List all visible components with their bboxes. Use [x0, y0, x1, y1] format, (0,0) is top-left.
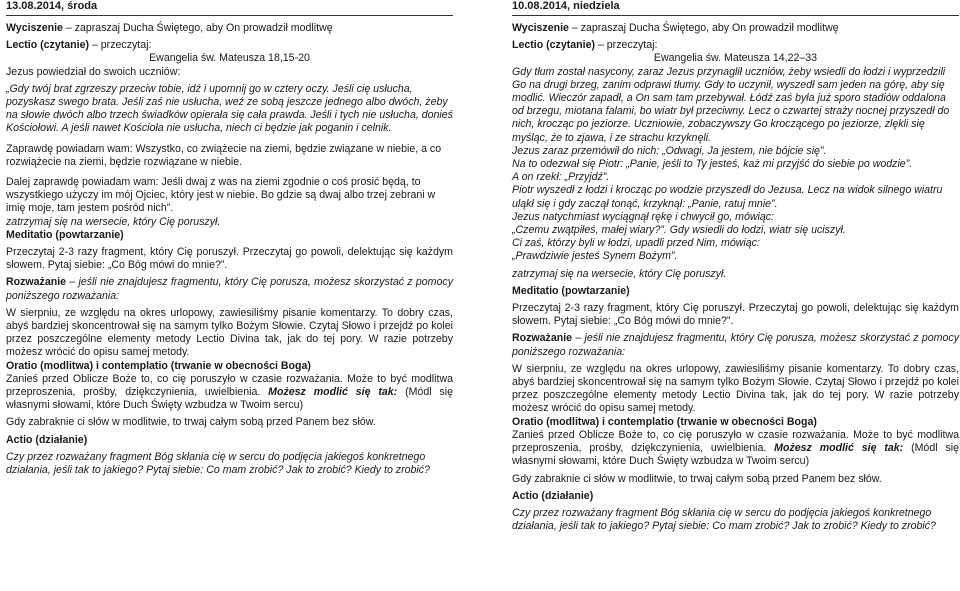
left-invocation-label: Wyciszenie [6, 22, 63, 34]
right-invocation-text: – zapraszaj Ducha Świętego, aby On prowadził modlitwę [568, 22, 839, 34]
right-reflection [512, 332, 959, 358]
right-invocation [512, 22, 959, 35]
right-gospel-line-7: Ci zaś, którzy byli w łodzi, upadli przed Nim, mówiąc: [512, 237, 760, 250]
right-invocation-label: Wyciszenie [512, 22, 569, 34]
right-reflection-label: Rozważanie [512, 332, 573, 345]
right-meditatio-text: Przeczytaj 2-3 razy fragment, który Cię poruszył. Przeczytaj go powoli, delektując się każdym słowem. Pytaj siebie: „Co Bóg mówi do mnie?”. [512, 302, 959, 328]
left-lectio-label: Lectio (czytanie) [6, 39, 90, 52]
right-actio-text: Czy przez rozważany fragment Bóg skłania cię w sercu do podjęcia jakiegoś konkretnego działania, jeśli tak to jakiego? Pytaj siebie: Co mam zrobić? Jak to zrobić? Kiedy to zrobić? [512, 506, 936, 533]
left-lectio-text: – przeczytaj: [89, 39, 152, 52]
left-invocation [6, 22, 453, 35]
right-lectio-label: Lectio (czytanie) [512, 39, 596, 52]
right-column [512, 0, 959, 533]
right-meditatio-label: Meditatio (powtarzanie) [512, 284, 630, 297]
left-gospel-ref: Ewangelia św. Mateusza 18,15-20 [149, 52, 310, 65]
right-gospel-line-3: A on rzekł: „Przyjdź”. [512, 171, 610, 184]
right-lectio [512, 39, 959, 52]
right-gospel-text: Gdy tłum został nasycony, zaraz Jezus przynaglił uczniów, żeby wsiedli do łodzi i wyprzedzili Go na drugi brzeg, zanim odprawi tłumy. Gdy to uczynił, wyszedł sam jeden na górę, aby się modlić. Wieczór zapadł, a On sam tam przebywał. Łódź zaś była już sporo stadiów oddalona od brzegu, miotana falami, bo wiatr był przeciwny. Lecz o czwartej straży nocnej przyszedł do nich, krocząc po jeziorze. Uczniowie, zobaczywszy Go kroczącego po jeziorze, zlękli się myśląc, że to zjawa, i ze strachu krzyknęli. [512, 65, 950, 144]
left-gospel-text: „Gdy twój brat zgrzeszy przeciw tobie, idź i upomnij go w cztery oczy. Jeśli cię usłucha, pozyskasz swego brata. Jeśli zaś nie usłucha, weź ze sobą jeszcze jednego albo dwóch, żeby na słowie dwóch albo trzech świadków opierała się cała prawda. Jeśli i tych nie usłucha, donieś Kościołowi. A jeśli nawet Kościoła nie usłucha, niech ci będzie jak poganin i celnik. [6, 82, 453, 135]
left-reflection [6, 276, 453, 302]
right-oratio-label: Oratio (modlitwa) i contemplatio (trwanie w obecności Boga) [512, 415, 817, 428]
left-meditatio-label: Meditatio (powtarzanie) [6, 228, 124, 241]
left-reflection-label: Rozważanie [6, 276, 67, 289]
right-date: 10.08.2014, niedziela [512, 0, 620, 12]
right-gospel-line-8: „Prawdziwie jesteś Synem Bożym”. [512, 250, 678, 263]
left-actio-label: Actio (działanie) [6, 433, 88, 446]
left-gospel-p3: Dalej zaprawdę powiadam wam: Jeśli dwaj z was na ziemi zgodnie o coś prosić będą, to wszystkiego użyczy im mój Ojciec, który jest w niebie. Bo gdzie są dwaj albo trzej zebrani w imię moje, tam jestem pośród nich”. [6, 176, 436, 215]
left-meditatio-text: Przeczytaj 2-3 razy fragment, który Cię poruszył. Przeczytaj go powoli, delektując się każdym słowem. Pytaj siebie: „Co Bóg mówi do mnie?”. [6, 246, 453, 272]
left-gospel-intro: Jezus powiedział do swoich uczniów: [6, 65, 181, 78]
left-actio-text: Czy przez rozważany fragment Bóg skłania cię w sercu do podjęcia jakiegoś konkretnego działania, jeśli tak to jakiego? Pytaj siebie: Co mam zrobić? Jak to zrobić? Kiedy to zrobić? [6, 450, 430, 477]
left-contemplatio-text: Gdy zabraknie ci słów w modlitwie, to trwaj całym sobą przed Panem bez słów. [6, 416, 376, 429]
right-contemplatio-text: Gdy zabraknie ci słów w modlitwie, to trwaj całym sobą przed Panem bez słów. [512, 472, 882, 485]
right-oratio-text-1: Zanieś przed Oblicze Boże to, co cię poruszyło w czasie rozważania. Może to być modlitwa przeproszenia, prośby, dziękczynienia, uwielbienia. [512, 428, 959, 455]
right-reflection-text: – jeśli nie znajdujesz fragmentu, który Cię porusza, możesz skorzystać z pomocy poniższego rozważania: [512, 332, 959, 358]
left-oratio-text [6, 373, 453, 413]
left-oratio-text-2: (Módl się własnymi słowami, które Duch Święty wzbudza w Twoim sercu) [6, 386, 453, 412]
right-gospel-line-1: Jezus zaraz przemówił do nich: „Odwagi, Ja jestem, nie bójcie się”. [512, 144, 827, 157]
right-oratio-emph: Możesz modlić się tak: [774, 442, 904, 455]
right-reflection-body: W sierpniu, ze względu na okres urlopowy, zawiesiliśmy pisanie komentarzy. To dobry czas, abyś bardziej skoncentrował się na samym tylko Bożym Słowie. Czytaj Słowo i przejdź po kolei przez poszczególne elementy metody Lectio Divina tak, jak do tej pory. W razie potrzeby możesz wrócić do opisu samej metody. [512, 362, 959, 415]
right-actio-label: Actio (działanie) [512, 489, 594, 502]
right-gospel-line-5: Jezus natychmiast wyciągnął rękę i chwycił go, mówiąc: [512, 210, 774, 223]
right-lectio-text: – przeczytaj: [595, 39, 658, 52]
left-reflection-body: W sierpniu, ze względu na okres urlopowy, zawiesiliśmy pisanie komentarzy. To dobry czas, abyś bardziej skoncentrował się na samym tylko Bożym Słowie. Czytaj Słowo i przejdź po kolei przez poszczególne elementy metody Lectio Divina tak, jak do tej pory. W razie potrzeby możesz wrócić do opisu samej metody. [6, 306, 453, 359]
right-oratio-text [512, 429, 959, 469]
left-oratio-label: Oratio (modlitwa) i contemplatio (trwanie w obecności Boga) [6, 359, 311, 372]
left-invocation-text: – zapraszaj Ducha Świętego, aby On prowadził modlitwę [62, 22, 333, 34]
left-after-reading: zatrzymaj się na wersecie, który Cię poruszył. [6, 215, 221, 228]
left-divider [6, 15, 453, 16]
right-divider [512, 15, 959, 16]
right-gospel-ref: Ewangelia św. Mateusza 14,22–33 [653, 52, 818, 65]
left-oratio-emph: Możesz modlić się tak: [268, 386, 398, 399]
right-gospel-line-4: Piotr wyszedł z łodzi i krocząc po wodzie przyszedł do Jezusa. Lecz na widok silnego wiatru uląkł się i gdy zaczął tonąć, krzyknął: „Panie, ratuj mnie”. [512, 184, 943, 210]
left-reflection-text: – jeśli nie znajdujesz fragmentu, który Cię porusza, możesz skorzystać z pomocy poniższego rozważania: [6, 276, 453, 302]
left-gospel-p2: Zaprawdę powiadam wam: Wszystko, co zwiążecie na ziemi, będzie związane w niebie, a co rozwiążecie na ziemi, będzie rozwiązane w niebie. [6, 142, 442, 168]
right-after-reading: zatrzymaj się na wersecie, który Cię poruszył. [512, 267, 727, 280]
right-gospel-line-2: Na to odezwał się Piotr: „Panie, jeśli to Ty jesteś, każ mi przyjść do siebie po wodzie”. [512, 158, 913, 171]
left-lectio [6, 39, 453, 52]
right-oratio-text-2: (Módl się własnymi słowami, które Duch Święty wzbudza w Twoim sercu) [512, 442, 959, 468]
left-oratio-text-1: Zanieś przed Oblicze Boże to, co cię poruszyło w czasie rozważania. Może to być modlitwa przeproszenia, prośby, dziękczynienia, uwielbienia. [6, 372, 453, 399]
left-date: 13.08.2014, środa [6, 0, 98, 12]
right-gospel-line-6: „Czemu zwątpiłeś, małej wiary?”. Gdy wsiedli do łodzi, wiatr się uciszył. [512, 224, 846, 237]
left-column [6, 0, 453, 477]
